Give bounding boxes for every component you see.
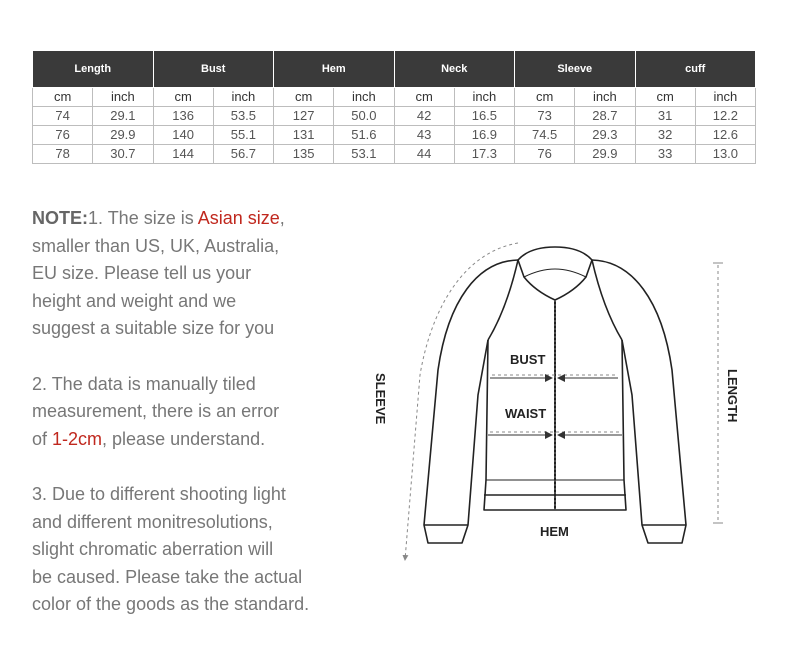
table-cell: 140 [153,126,213,145]
table-cell: 12.2 [695,107,755,126]
unit-cell: cm [274,88,334,107]
table-row [33,126,756,145]
unit-row [33,88,756,107]
table-cell: 136 [153,107,213,126]
table-cell: 28.7 [575,107,635,126]
table-cell: 31 [635,107,695,126]
table-cell: 43 [394,126,454,145]
table-cell: 12.6 [695,126,755,145]
table-cell: 29.9 [93,126,153,145]
error-range-highlight: 1-2cm [52,428,103,449]
table-cell: 42 [394,107,454,126]
table-cell: 44 [394,145,454,164]
table-cell: 74 [33,107,93,126]
note-3-line-4: be caused. Please take the actual [32,566,303,587]
unit-cell: inch [695,88,755,107]
sleeve-label: SLEEVE [373,373,388,425]
note-1-line-4: height and weight and we [32,290,237,311]
table-row [33,107,756,126]
jacket-measurement-diagram [360,225,760,600]
sleeve-measure-arc [405,243,518,560]
table-cell: 55.1 [213,126,273,145]
note-3-line-2: and different monitresolutions, [32,511,273,532]
table-cell: 16.5 [454,107,514,126]
header-neck: Neck [394,51,515,88]
table-header-row [33,51,756,88]
unit-cell: inch [213,88,273,107]
unit-cell: cm [515,88,575,107]
jacket-outline-icon [424,247,686,543]
note-1-text: 1. The size is [88,208,198,228]
unit-cell: inch [575,88,635,107]
note-2-line-2: measurement, there is an error [32,401,280,422]
table-cell: 56.7 [213,145,273,164]
table-cell: 131 [274,126,334,145]
size-chart-table [32,50,756,164]
note-2-line-3-b: , please understand. [102,428,266,449]
waist-label: WAIST [505,406,547,421]
table-cell: 13.0 [695,145,755,164]
asian-size-highlight: Asian size [197,208,280,228]
table-cell: 17.3 [454,145,514,164]
hem-label: HEM [540,524,569,539]
table-row [33,145,756,164]
table-cell: 30.7 [93,145,153,164]
table-cell: 74.5 [515,126,575,145]
header-length: Length [33,51,154,88]
unit-cell: inch [334,88,394,107]
table-cell: 29.9 [575,145,635,164]
note-1-line-5: suggest a suitable size for you [32,318,275,339]
unit-cell: cm [153,88,213,107]
header-sleeve: Sleeve [515,51,636,88]
table-cell: 127 [274,107,334,126]
table-cell: 53.5 [213,107,273,126]
table-cell: 32 [635,126,695,145]
table-cell: 144 [153,145,213,164]
note-3-line-3: slight chromatic aberration will [32,539,274,560]
note-1-line-2: smaller than US, UK, Australia, [32,235,280,256]
table-cell: 51.6 [334,126,394,145]
note-3-line-5: color of the goods as the standard. [32,594,310,615]
note-2-line-1: 2. The data is manually tiled [32,373,256,394]
table-cell: 76 [515,145,575,164]
length-measure-line [713,263,723,523]
table-cell: 76 [33,126,93,145]
header-cuff: cuff [635,51,756,88]
note-1-comma: , [279,208,285,228]
table-cell: 16.9 [454,126,514,145]
note-3 [32,481,367,619]
note-1-line-3: EU size. Please tell us your [32,263,252,284]
unit-cell: inch [93,88,153,107]
unit-cell: inch [454,88,514,107]
unit-cell: cm [635,88,695,107]
size-notes [32,205,367,647]
table-cell: 29.3 [575,126,635,145]
table-cell: 135 [274,145,334,164]
header-bust: Bust [153,51,274,88]
table-cell: 29.1 [93,107,153,126]
header-hem: Hem [274,51,395,88]
note-2-line-3-a: of [32,428,53,449]
bust-label: BUST [510,352,546,367]
table-cell: 33 [635,145,695,164]
note-2 [32,371,367,454]
table-cell: 50.0 [334,107,394,126]
table-cell: 53.1 [334,145,394,164]
note-label: NOTE: [32,208,88,228]
unit-cell: cm [394,88,454,107]
table-cell: 78 [33,145,93,164]
note-3-line-1: 3. Due to different shooting light [32,483,286,504]
note-1 [32,205,367,343]
length-label: LENGTH [725,369,740,423]
table-cell: 73 [515,107,575,126]
unit-cell: cm [33,88,93,107]
